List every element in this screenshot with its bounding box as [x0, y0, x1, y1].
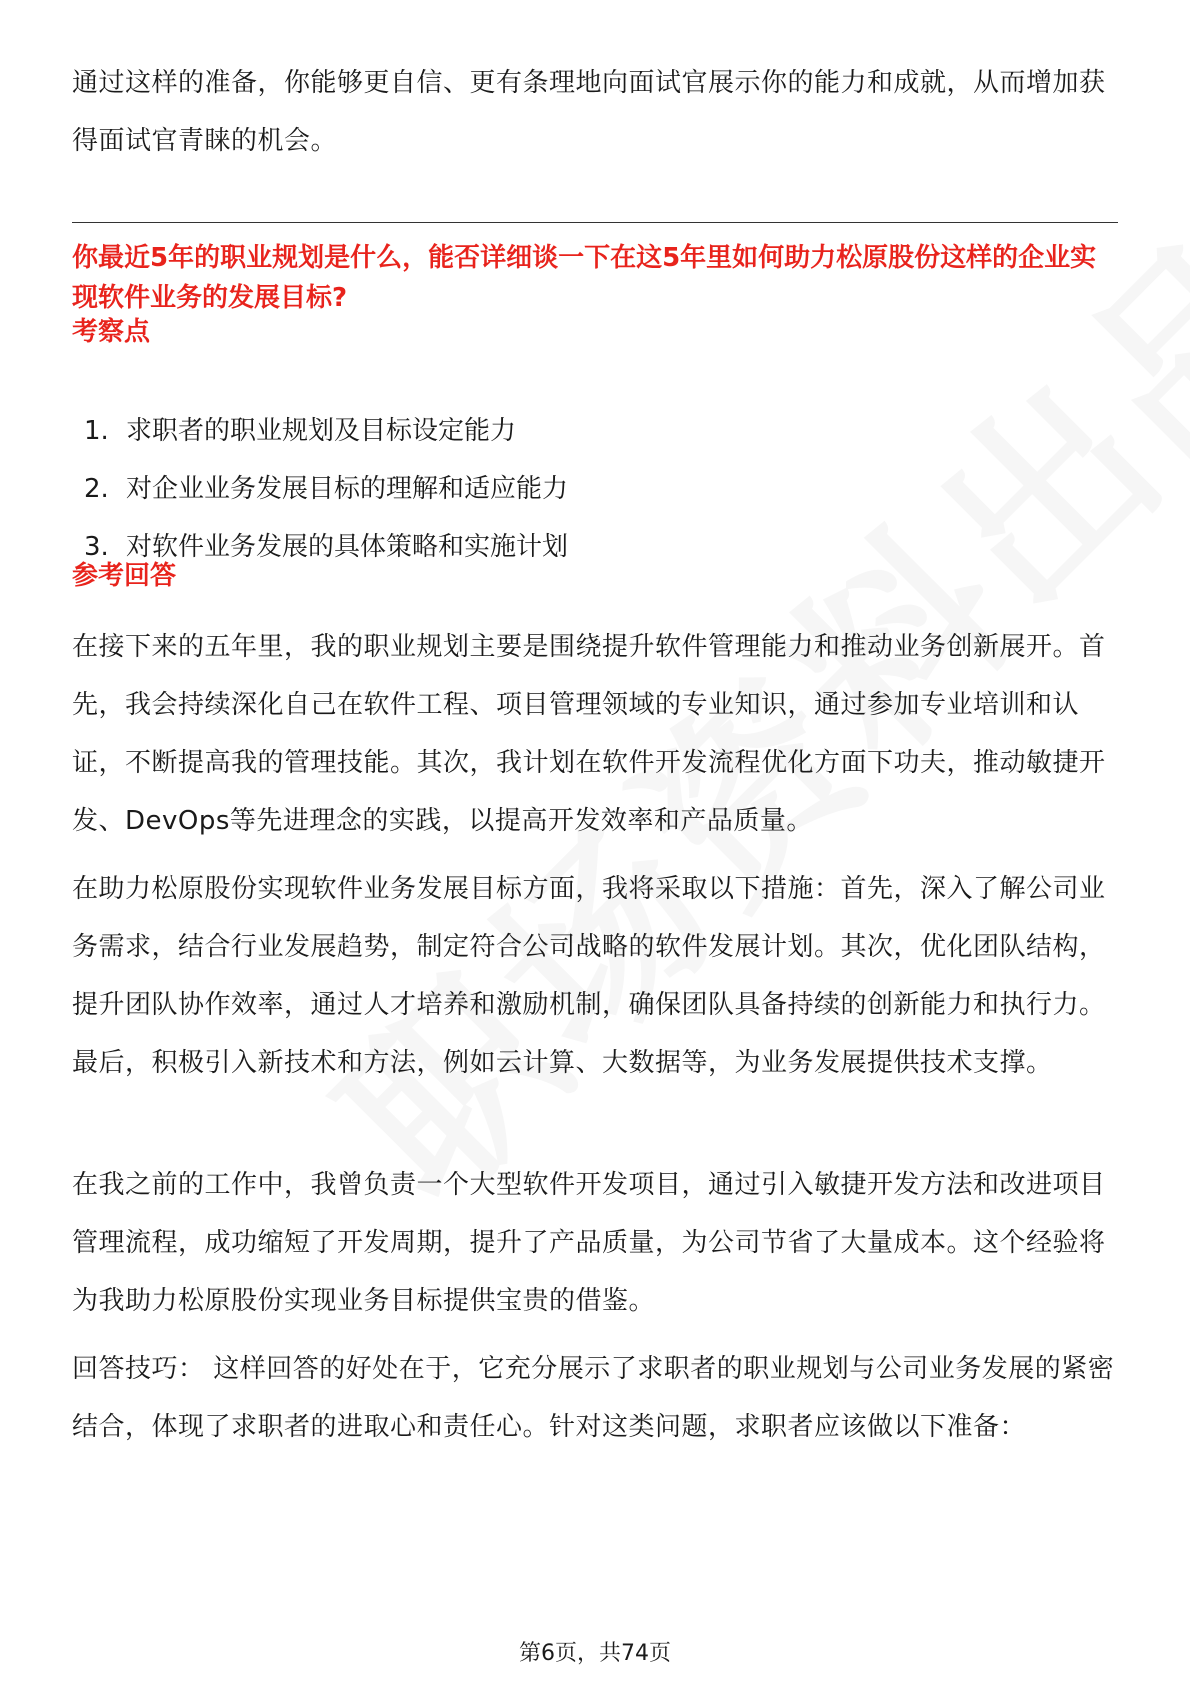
list-item-text: 求职者的职业规划及目标设定能力 — [126, 416, 517, 446]
list-item-number: 2. — [84, 474, 109, 504]
list-item — [84, 460, 1114, 518]
section-divider — [72, 222, 1118, 223]
page-number: 第6页，共74页 — [519, 1641, 671, 1666]
answer-tips-paragraph: 回答技巧： 这样回答的好处在于，它充分展示了求职者的职业规划与公司业务发展的紧密结合，体现了求职者的进取心和责任心。针对这类问题，求职者应该做以下准备： — [72, 1354, 1115, 1442]
list-item-text: 对企业业务发展目标的理解和适应能力 — [126, 474, 569, 504]
list-item-number: 3. — [84, 532, 109, 562]
list-item — [84, 518, 1114, 576]
list-item — [84, 402, 1114, 460]
answer-paragraph-3: 在我之前的工作中，我曾负责一个大型软件开发项目，通过引入敏捷开发方法和改进项目管理流程，成功缩短了开发周期，提升了产品质量，为公司节省了大量成本。这个经验将为我助力松原股份实现业务目标提供宝贵的借鉴。 — [72, 1170, 1106, 1316]
answer-heading: 参考回答 — [72, 561, 177, 591]
list-item-text: 对软件业务发展的具体策略和实施计划 — [126, 532, 569, 562]
intro-paragraph: 通过这样的准备，你能够更自信、更有条理地向面试官展示你的能力和成就，从而增加获得面试官青睐的机会。 — [72, 68, 1106, 156]
list-item-number: 1. — [84, 416, 109, 446]
answer-paragraph-2: 在助力松原股份实现软件业务发展目标方面，我将采取以下措施：首先，深入了解公司业务需求，结合行业发展趋势，制定符合公司战略的软件发展计划。其次，优化团队结构，提升团队协作效率，通过人才培养和激励机制，确保团队具备持续的创新能力和执行力。最后，积极引入新技术和方法，例如云计算、大数据等，为业务发展提供技术支撑。 — [72, 874, 1106, 1078]
points-heading: 考察点 — [72, 317, 151, 347]
points-list — [84, 402, 1114, 576]
answer-paragraph-1: 在接下来的五年里，我的职业规划主要是围绕提升软件管理能力和推动业务创新展开。首先，我会持续深化自己在软件工程、项目管理领域的专业知识，通过参加专业培训和认证，不断提高我的管理技能。其次，我计划在软件开发流程优化方面下功夫，推动敏捷开发、DevOps等先进理念的实践，以提高开发效率和产品质量。 — [72, 632, 1106, 836]
question-heading: 你最近5年的职业规划是什么，能否详细谈一下在这5年里如何助力松原股份这样的企业实现软件业务的发展目标? — [72, 243, 1097, 313]
